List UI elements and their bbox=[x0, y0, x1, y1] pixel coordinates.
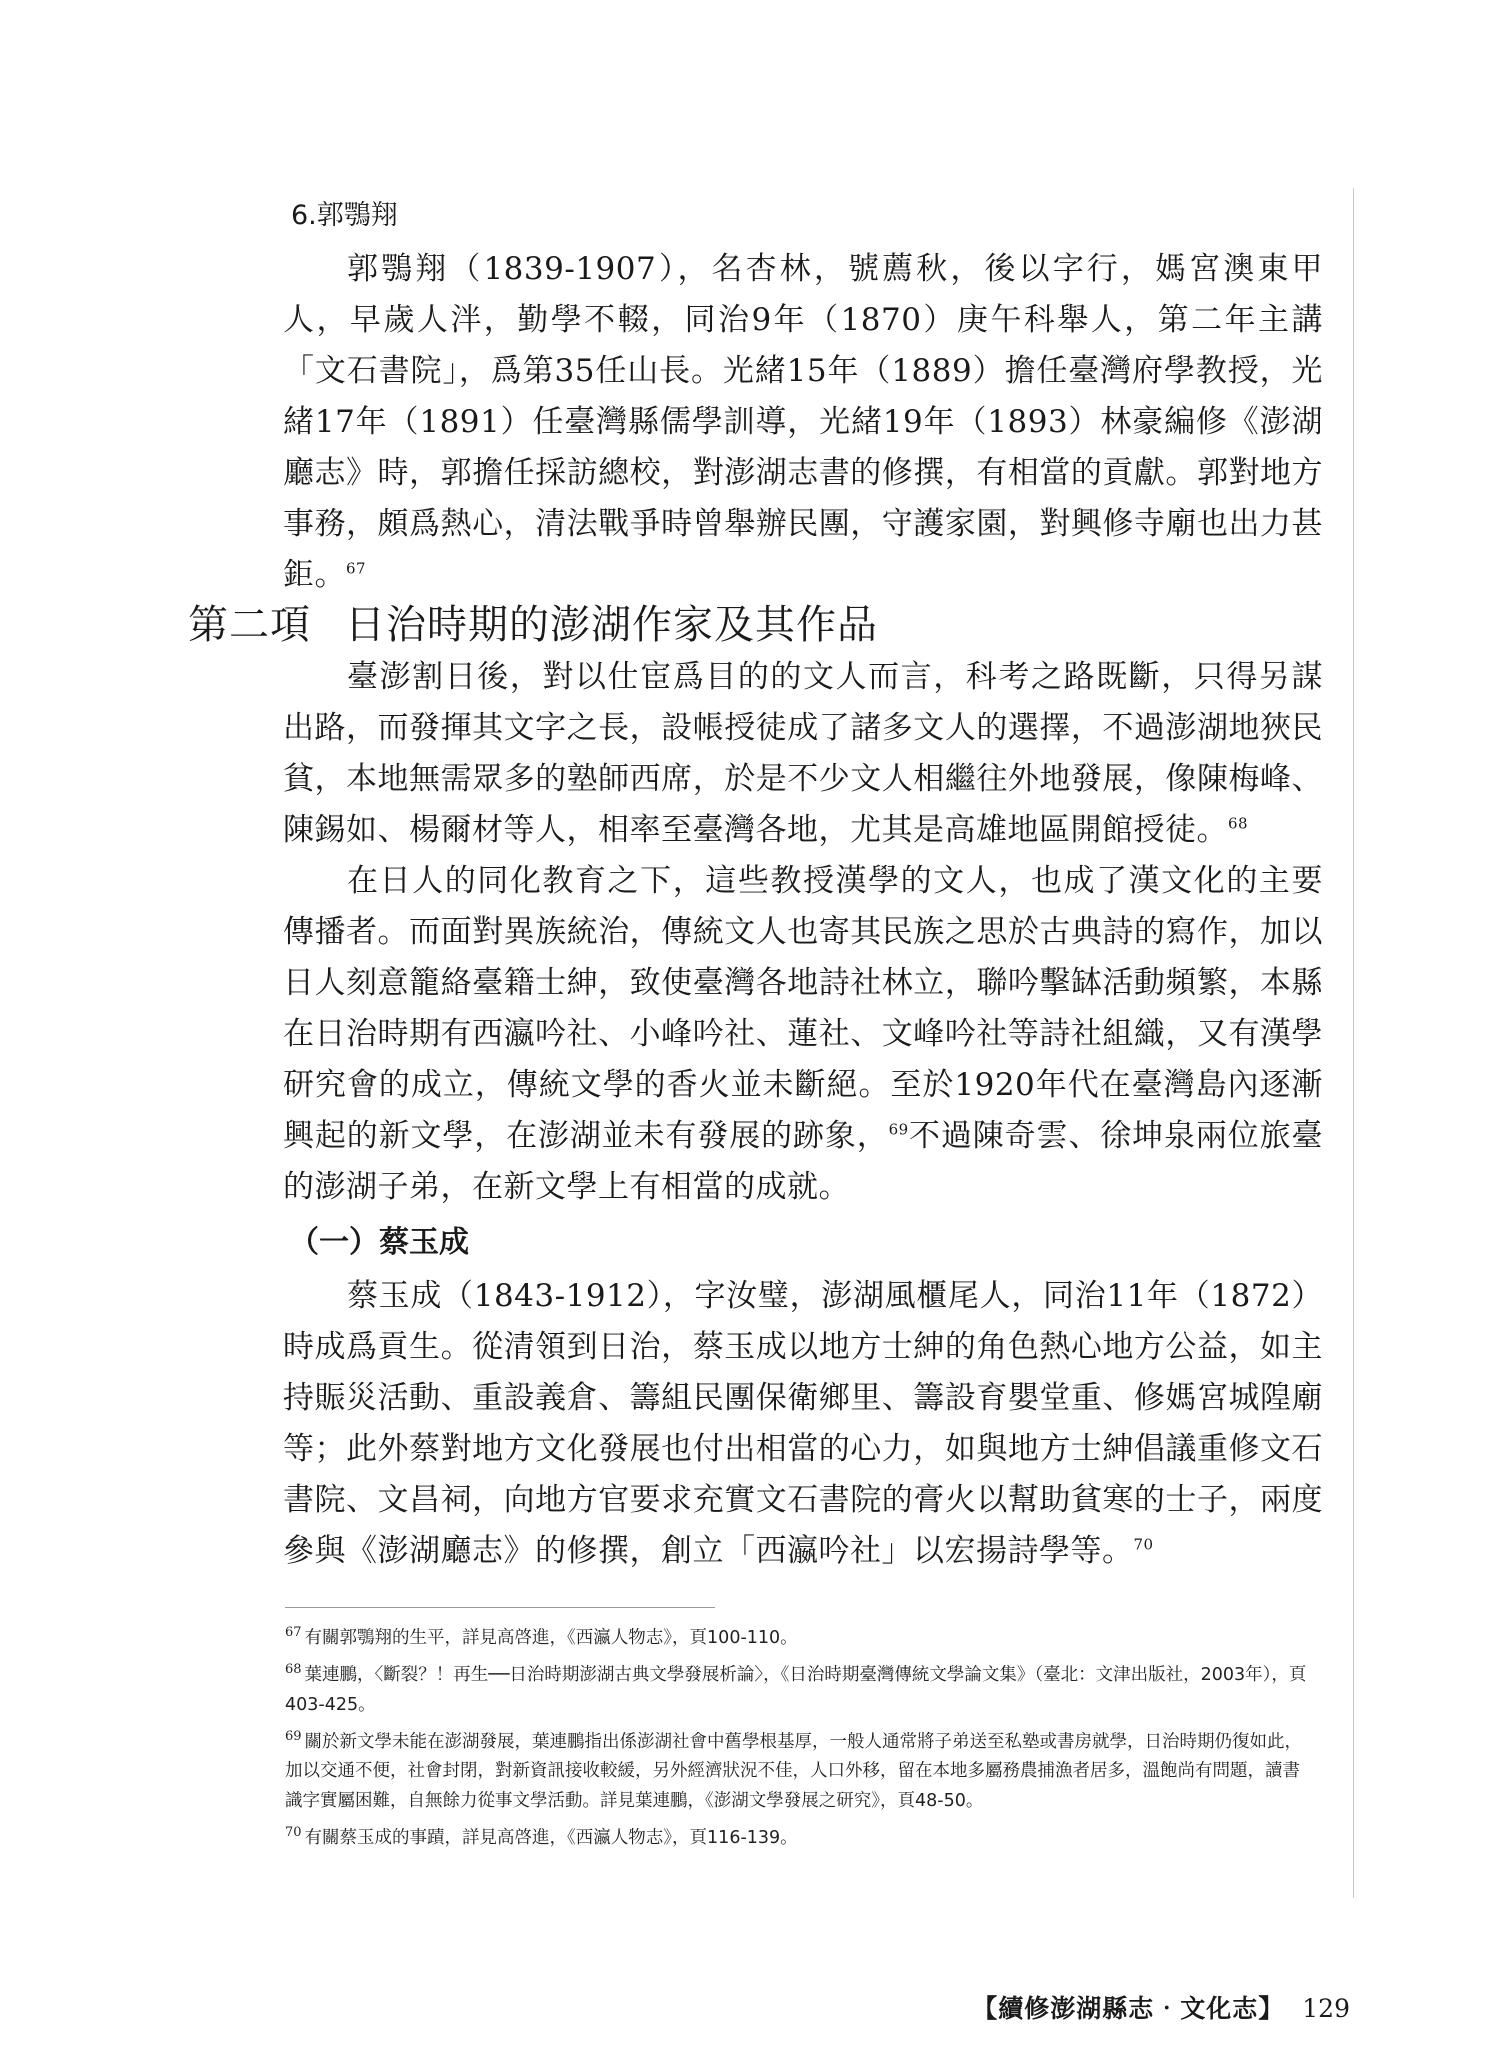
footnote-mark: 68 bbox=[285, 1661, 302, 1677]
subsection-heading: （一）蔡玉成 bbox=[289, 1225, 469, 1260]
footnotes bbox=[285, 1618, 1315, 1855]
paragraph bbox=[283, 856, 1323, 1213]
paragraph bbox=[283, 1271, 1323, 1577]
paragraph-text: 郭鶚翔（1839-1907），名杏林，號薦秋，後以字行，媽宮澳東甲人，早歲人泮，勤學不輟，同治9年（1870）庚午科舉人，第二年主講「文石書院」，爲第35任山長。光緒15年（1889）擔任臺灣府學教授，光緒17年（1891）任臺灣縣儒學訓導，光緒19年（1893）林豪編修《澎湖廳志》時，郭擔任採訪總校，對澎湖志書的修撰，有相當的貢獻。郭對地方事務，頗爲熱心，清法戰爭時曾舉辦民團，守護家園，對興修寺廟也出力甚鉅。 bbox=[283, 251, 1323, 593]
footnote bbox=[285, 1722, 1315, 1817]
footnote-mark: 70 bbox=[285, 1825, 302, 1841]
paragraph bbox=[283, 244, 1323, 601]
footnote-mark: 69 bbox=[285, 1728, 302, 1744]
paragraph-text: 不過陳奇雲、徐坤泉兩位旅臺的澎湖子弟，在新文學上有相當的成就。 bbox=[283, 1118, 1324, 1205]
footnote-text: 關於新文學未能在澎湖發展，葉連鵬指出係澎湖社會中舊學根基厚，一般人通常將子弟送至私塾或書房就學，日治時期仍復如此，加以交通不便，社會封閉，對新資訊接收較緩，另外經濟狀況不佳，人口外移，留在本地多屬務農捕漁者居多，溫飽尚有問題，讀書識字實屬困難，自無餘力從事文學活動。詳見葉連鵬，《澎湖文學發展之研究》，頁48-50。 bbox=[285, 1731, 1303, 1812]
footnote-text: 有關蔡玉成的事蹟，詳見高啓進，《西瀛人物志》，頁116-139。 bbox=[304, 1828, 798, 1849]
footnote bbox=[285, 1618, 1315, 1653]
footnote-ref[interactable]: 68 bbox=[1228, 814, 1249, 833]
page-number: 129 bbox=[1302, 1994, 1350, 2023]
section-title bbox=[188, 595, 878, 655]
paragraph-text: 蔡玉成（1843-1912），字汝璧，澎湖風櫃尾人，同治11年（1872）時成爲貢生。從清領到日治，蔡玉成以地方士紳的角色熱心地方公益，如主持賑災活動、重設義倉、籌組民團保衛鄉里、籌設育嬰堂重、修媽宮城隍廟等；此外蔡對地方文化發展也付出相當的心力，如與地方士紳倡議重修文石書院、文昌祠，向地方官要求充實文石書院的膏火以幫助貧寒的士子，兩度參與《澎湖廳志》的修撰，創立「西瀛吟社」以宏揚詩學等。 bbox=[283, 1278, 1323, 1569]
paragraph-text: 臺澎割日後，對以仕宦爲目的的文人而言，科考之路既斷，只得另謀出路，而發揮其文字之長，設帳授徒成了諸多文人的選擇，不過澎湖地狹民貧，本地無需眾多的塾師西席，於是不少文人相繼往外地發展，像陳梅峰、陳錫如、楊爾材等人，相率至臺灣各地，尤其是高雄地區開館授徒。 bbox=[283, 659, 1323, 848]
paragraph bbox=[283, 652, 1323, 856]
footnote bbox=[285, 1818, 1315, 1853]
subsection-heading: 6.郭鶚翔 bbox=[291, 200, 398, 231]
footnote-ref[interactable]: 67 bbox=[346, 559, 367, 578]
footnote-ref[interactable]: 69 bbox=[888, 1120, 909, 1139]
footnote-text: 葉連鵬，〈斷裂？！再生──日治時期澎湖古典文學發展析論〉，《日治時期臺灣傳統文學論文集》（臺北：文津出版社，2003年），頁403-425。 bbox=[285, 1664, 1307, 1715]
running-title: 【續修澎湖縣志‧文化志】 bbox=[972, 1994, 1285, 2023]
footnote bbox=[285, 1655, 1315, 1720]
footnote-divider bbox=[285, 1607, 715, 1608]
margin-rule bbox=[1353, 188, 1354, 1898]
paragraph-text: 在日人的同化教育之下，這些教授漢學的文人，也成了漢文化的主要傳播者。而面對異族統治，傳統文人也寄其民族之思於古典詩的寫作，加以日人刻意籠絡臺籍士紳，致使臺灣各地詩社林立，聯吟擊缽活動頻繁，本縣在日治時期有西瀛吟社、小峰吟社、蓮社、文峰吟社等詩社組織，又有漢學研究會的成立，傳統文學的香火並未斷絕。至於1920年代在臺灣島內逐漸興起的新文學，在澎湖並未有發展的跡象， bbox=[283, 863, 1323, 1154]
footnote-ref[interactable]: 70 bbox=[1133, 1535, 1154, 1554]
footnote-mark: 67 bbox=[285, 1625, 302, 1640]
subsection-guo bbox=[283, 190, 1323, 601]
page-footer bbox=[972, 1992, 1350, 2026]
section-title-text: 日治時期的澎湖作家及其作品 bbox=[345, 602, 878, 648]
footnote-text: 有關郭鶚翔的生平，詳見高啓進，《西瀛人物志》，頁100-110。 bbox=[304, 1627, 798, 1648]
section-number: 第二項 bbox=[188, 602, 311, 648]
section-body bbox=[283, 652, 1323, 1577]
